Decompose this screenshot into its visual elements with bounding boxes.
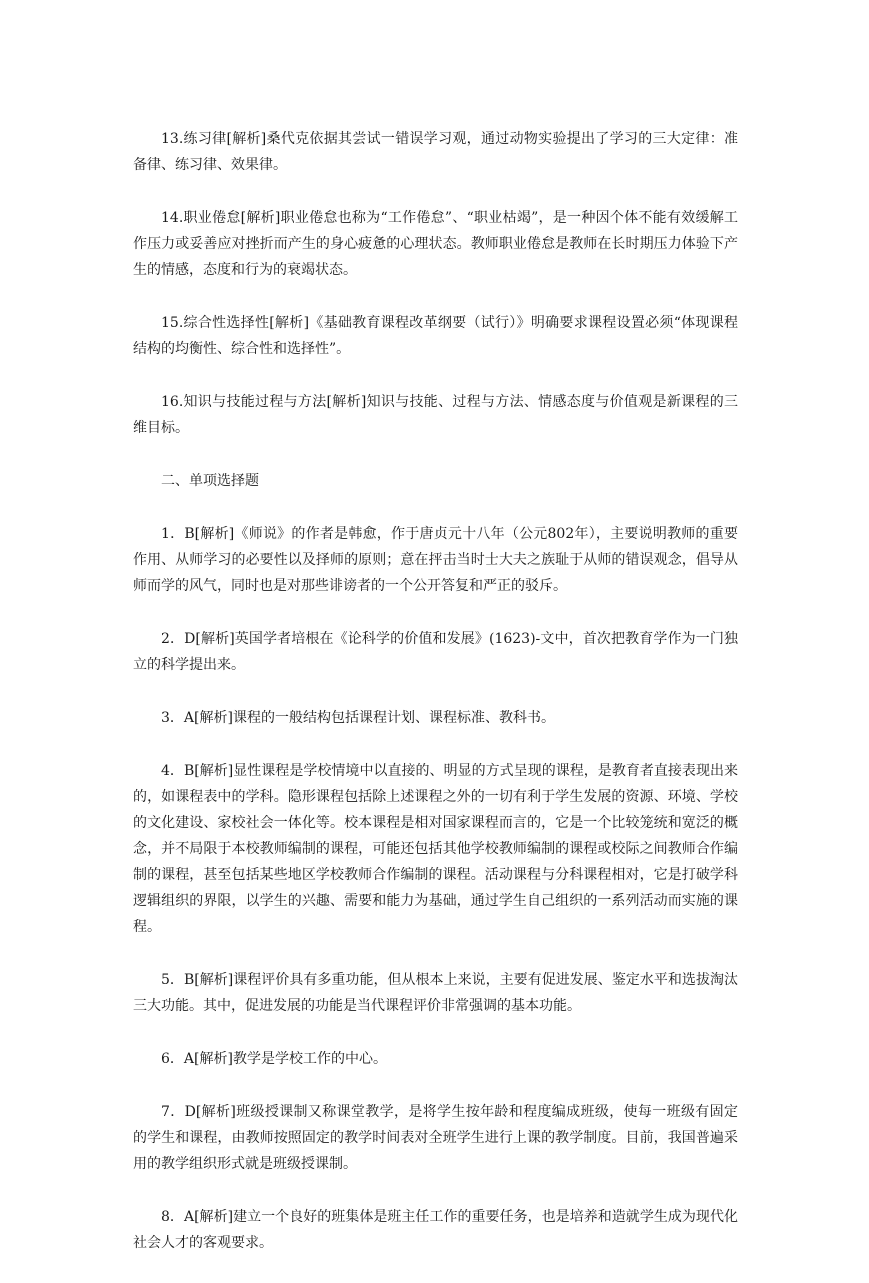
- answer-choice-2: 2．D[解析]英国学者培根在《论科学的价值和发展》(1623)-文中，首次把教育学作为一门独立的科学提出来。: [133, 631, 738, 673]
- answer-13: 13.练习律[解析]桑代克依据其尝试一错误学习观，通过动物实验提出了学习的三大定律：准备律、练习律、效果律。: [133, 131, 738, 173]
- answer-choice-6: 6．A[解析]教学是学校工作的中心。: [161, 1051, 387, 1067]
- answer-choice-5: 5．B[解析]课程评价具有多重功能，但从根本上来说，主要有促进发展、鉴定水平和选拔淘汰三大功能。其中，促进发展的功能是当代课程评价非常强调的基本功能。: [133, 972, 738, 1014]
- answer-choice-4: 4．B[解析]显性课程是学校情境中以直接的、明显的方式呈现的课程，是教育者直接表现出来的，如课程表中的学科。隐形课程包括除上述课程之外的一切有利于学生发展的资源、环境、学校的文化建设、家校社会一体化等。校本课程是相对国家课程而言的，它是一个比较笼统和宽泛的概念，并不局限于本校教师编制的课程，可能还包括其他学校教师编制的课程或校际之间教师合作编制的课程，甚至包括某些地区学校教师合作编制的课程。活动课程与分科课程相对，它是打破学科逻辑组织的界限，以学生的兴趣、需要和能力为基础，通过学生自己组织的一系列活动而实施的课程。: [133, 763, 738, 935]
- answer-14: 14.职业倦怠[解析]职业倦怠也称为“工作倦怠”、“职业枯竭”，是一种因个体不能有效缓解工作压力或妥善应对挫折而产生的身心疲惫的心理状态。教师职业倦怠是教师在长时期压力体验下产生的情感，态度和行为的衰竭状态。: [133, 210, 738, 278]
- answer-choice-1: 1．B[解析]《师说》的作者是韩愈，作于唐贞元十八年（公元802年），主要说明教师的重要作用、从师学习的必要性以及择师的原则；意在抨击当时士大夫之族耻于从师的错误观念，倡导从师而学的风气，同时也是对那些诽谤者的一个公开答复和严正的驳斥。: [133, 526, 738, 594]
- answer-15: 15.综合性选择性[解析]《基础教育课程改革纲要（试行）》明确要求课程设置必须“体现课程结构的均衡性、综合性和选择性”。: [133, 315, 738, 357]
- document-body: [133, 126, 738, 1283]
- answer-16: 16.知识与技能过程与方法[解析]知识与技能、过程与方法、情感态度与价值观是新课程的三维目标。: [133, 394, 738, 436]
- answer-choice-7: 7．D[解析]班级授课制又称课堂教学，是将学生按年龄和程度编成班级，使每一班级有固定的学生和课程，由教师按照固定的教学时间表对全班学生进行上课的教学制度。目前，我国普遍采用的教学组织形式就是班级授课制。: [133, 1104, 738, 1172]
- answer-choice-8: 8．A[解析]建立一个良好的班集体是班主任工作的重要任务，也是培养和造就学生成为现代化社会人才的客观要求。: [133, 1209, 738, 1251]
- section-heading-single-choice: 二、单项选择题: [161, 473, 259, 489]
- answer-choice-3: 3．A[解析]课程的一般结构包括课程计划、课程标准、教科书。: [161, 710, 555, 726]
